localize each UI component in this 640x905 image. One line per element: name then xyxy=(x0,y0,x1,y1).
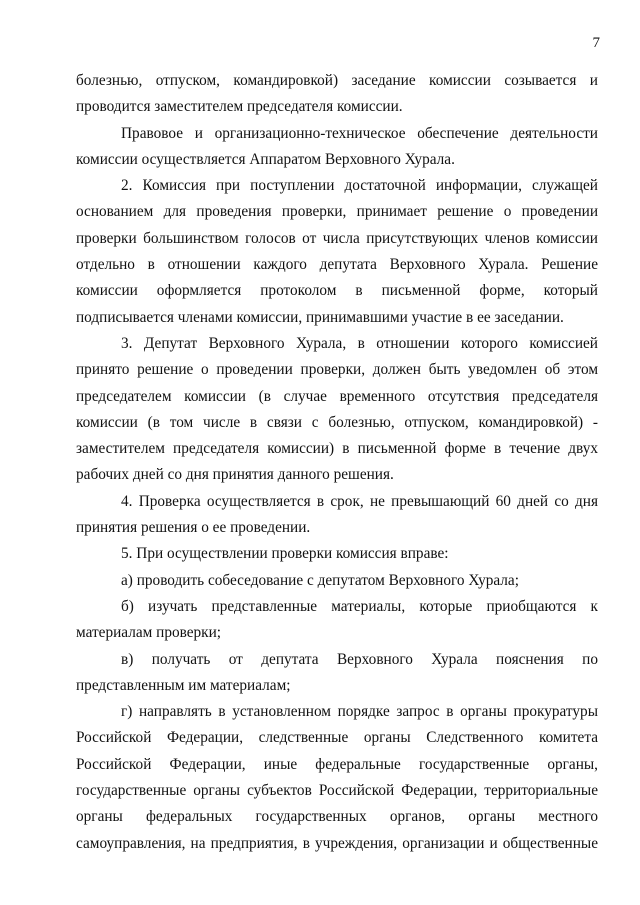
paragraph-item-2: 2. Комиссия при поступлении достаточной информации, служащей основанием для проведения проверки, принимает решение о проведении проверки большинством голосов от числа присутствующих членов комиссии отдельно в отношении каждого депутата Верховного Хурала. Решение комиссии оформляется протоколом в письменной форме, который подписывается членами комиссии, принимавшими участие в ее заседании. xyxy=(76,177,598,326)
paragraph-item-4: 4. Проверка осуществляется в срок, не превышающий 60 дней со дня принятия решения о ее проведении. xyxy=(76,492,598,537)
paragraph-item-3: 3. Депутат Верховного Хурала, в отношении которого комиссией принято решение о проведении проверки, должен быть уведомлен об этом председателем комиссии (в случае временного отсутствия председателя комиссии (в том числе в связи с болезнью, отпуском, командировкой) - заместителем председателя комиссии) в письменной форме в течение двух рабочих дней со дня принятия данного решения. xyxy=(76,334,598,484)
paragraph-subitem-v: в) получать от депутата Верховного Хурала пояснения по представленным им материалам; xyxy=(76,650,598,694)
paragraph-subitem-a: а) проводить собеседование с депутатом Верховного Хурала; xyxy=(121,571,519,589)
paragraph-subitem-b: б) изучать представленные материалы, которые приобщаются к материалам проверки; xyxy=(76,597,598,642)
paragraph-item-5: 5. При осуществлении проверки комиссия вправе: xyxy=(121,545,449,563)
paragraph-continuation: болезнью, отпуском, командировкой) заседание комиссии созывается и проводится заместителем председателя комиссии. xyxy=(76,72,598,116)
paragraph-legal-support: Правовое и организационно-техническое обеспечение деятельности комиссии осуществляется Аппаратом Верховного Хурала. xyxy=(76,124,598,168)
page-number: 7 xyxy=(592,35,600,51)
paragraph-subitem-g: г) направлять в установленном порядке запрос в органы прокуратуры Российской Федерации, следственные органы Следственного комитета Российской Федерации, иные федеральные государственные органы, государственные органы субъектов Российской Федерации, территориальные органы федеральных государственных органов, органы местного самоуправления, на предприятия, в учреждения, организации и общественные xyxy=(76,703,598,852)
document-body xyxy=(76,68,598,857)
